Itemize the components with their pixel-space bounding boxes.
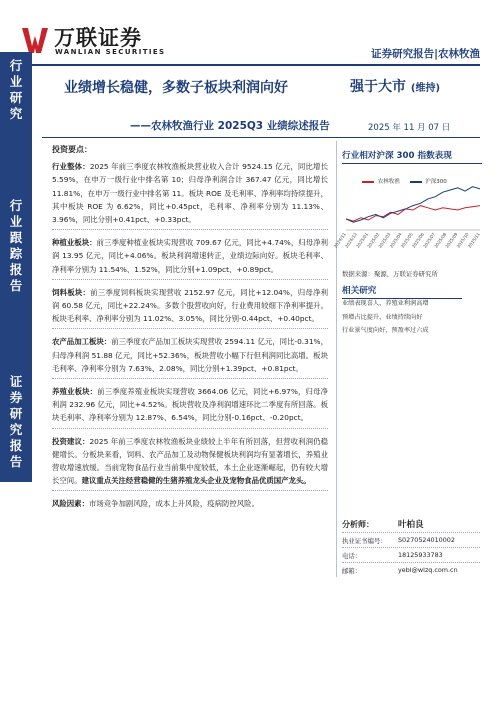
legend-label: 沪深300 xyxy=(425,179,447,185)
x-tick-label: 2025/03 xyxy=(377,231,392,249)
summary-paragraph xyxy=(52,286,328,330)
x-tick-label: 2024/12 xyxy=(343,231,358,249)
x-tick-label: 2025/06 xyxy=(410,231,425,249)
x-tick-label: 2025/01 xyxy=(355,231,370,249)
paragraph-lead: 风险因素： xyxy=(52,499,89,509)
divider xyxy=(342,532,480,533)
sidebar-label-industry-research xyxy=(0,58,32,122)
report-type: 证券研究报告|农林牧渔 xyxy=(371,48,480,60)
rating-value: 强于大市 xyxy=(350,79,406,95)
rating-note: (维持) xyxy=(410,83,441,94)
email-address[interactable]: yebl@wlzq.com.cn xyxy=(398,566,458,574)
paragraph-lead: 农产品加工板块： xyxy=(52,337,112,347)
report-date: 2025 年 11 月 07 日 xyxy=(368,123,451,133)
paragraph-emphasis: 建议重点关注经营稳健的生猪养殖龙头企业及宠物食品优质国产龙头。 xyxy=(81,476,311,486)
paragraph-lead: 饲料板块： xyxy=(52,287,91,297)
related-item[interactable]: 行业景气度向好，预盈率过六成 xyxy=(342,327,429,334)
summary-paragraph xyxy=(52,335,328,379)
paragraph-text: 前三季度养殖业板块实现营收 3664.06 亿元，同比+6.97%，归母净利润 232.96 亿元，同比+4.52%。板块营收及净利润增速环比二季度有所回落。板块毛利率、净利率分别为 12.87%、6.54%，同比分别-0.16pct、-0.20pct。 xyxy=(52,387,328,423)
series-line-1 xyxy=(346,187,480,223)
section-title: 投资要点： xyxy=(52,145,92,154)
paragraph-lead: 养殖业板块： xyxy=(52,387,98,397)
paragraph-lead: 行业整体： xyxy=(52,162,90,172)
sidebar-label-text: 证 券 研 究 报 告 xyxy=(9,374,23,469)
divider xyxy=(342,547,480,548)
x-tick-label: 2025/05 xyxy=(399,231,414,249)
paragraph-text: 2025 年前三季度农林牧渔板块营业收入合计 9524.15 亿元，同比增长 5.59%，在申万一级行业中排名第 10；归母净利润合计 367.47 亿元，同比增长 11.81%，在申万一级行业中排名第 11。板块 ROE 及毛利率、净利率均持续提升，其中板块 ROE 为 6.62%，同比+0.45pct，毛利率、净利率分别为 11.13%、3.96%，同比分别+0.41pct、+0.33pct。 xyxy=(52,162,328,225)
sidebar-label-tracking-report xyxy=(0,198,32,294)
related-item[interactable]: 业绩表现喜人，养殖业利润高增 xyxy=(342,300,429,307)
phone-number: 18125933783 xyxy=(398,551,443,559)
sidebar-label-text: 行 业 研 究 xyxy=(9,58,23,121)
performance-chart xyxy=(332,176,484,256)
sidebar-label-text: 行 业 跟 踪 报 告 xyxy=(9,198,23,293)
analyst-name: 叶柏良 xyxy=(398,520,424,530)
summary-paragraph xyxy=(52,435,328,492)
paragraph-text: 前三季度种植业板块实现营收 709.67 亿元，同比+4.74%，归母净利润 13.95 亿元，同比+4.06%。板块利润增速转正，业绩边际向好。板块毛利率、净利率分别为 11.54%、1.52%，同比分别+1.09pct、+0.89pct。 xyxy=(52,238,328,274)
divider xyxy=(342,562,480,563)
title-divider xyxy=(42,137,480,138)
brand-name-en: WANLIAN SECURITIES xyxy=(55,48,166,56)
x-tick-label: 2025/07 xyxy=(422,231,437,249)
paragraph-text: 前三季度饲料板块实现营收 2152.97 亿元，同比+12.04%，归母净利润 60.58 亿元，同比+22.24%。多数个股营收向好，行业费用较细下净利率提升。板块毛利率、净利率分别为 11.02%、3.05%，同比分别-0.44pct、+0.40pct。 xyxy=(52,287,328,324)
rating xyxy=(350,76,440,96)
summary-paragraph xyxy=(52,497,328,513)
x-tick-label: 2024/11 xyxy=(332,231,347,249)
summary-paragraph xyxy=(52,385,328,429)
x-tick-label: 2025/11 xyxy=(466,231,481,249)
brand-name: 万联证券 xyxy=(54,26,142,50)
paragraph-text: 前三季度农产品加工板块实现营收 2594.11 亿元，同比-0.31%，归母净利润 51.88 亿元，同比+52.36%，板块营收小幅下行但利润同比高增。板块毛利率、净利率分别为 7.63%、2.08%，同比分别+1.39pct、+0.81pct。 xyxy=(52,337,328,373)
cert-number: S0270524010002 xyxy=(398,536,455,544)
sidebar xyxy=(0,52,32,482)
x-tick-label: 2025/09 xyxy=(444,231,459,249)
x-tick-label: 2025/08 xyxy=(433,231,448,249)
analyst-label: 分析师： xyxy=(342,520,374,529)
paragraph-lead: 种植业板块： xyxy=(52,238,97,248)
cert-label: 执业证书编号： xyxy=(342,537,387,545)
related-item[interactable]: 预增占比提升，业绩持续向好 xyxy=(342,313,423,321)
x-tick-label: 2025/04 xyxy=(388,231,403,249)
brand-logo-icon xyxy=(22,26,48,54)
paragraph-text: 市场竞争加剧风险，成本上升风险，疫病防控风险。 xyxy=(88,499,259,509)
column-divider xyxy=(336,141,337,577)
related-research-title: 相关研究 xyxy=(342,284,462,299)
phone-label: 电话： xyxy=(342,552,362,560)
email-label: 邮箱： xyxy=(342,567,362,575)
report-title: 业绩增长稳健，多数子板块利润向好 xyxy=(64,80,288,96)
series-line-0 xyxy=(346,206,480,222)
x-tick-label: 2025/10 xyxy=(455,231,470,249)
x-tick-label: 2025/02 xyxy=(366,231,381,249)
related-research-list xyxy=(342,297,482,338)
legend-label: 农林牧渔 xyxy=(377,179,400,185)
summary-paragraph xyxy=(52,236,328,280)
main-content xyxy=(52,141,328,520)
summary-paragraph xyxy=(52,160,328,230)
report-subtitle: ——农林牧渔行业 2025Q3 业绩综述报告 xyxy=(130,120,330,132)
sidebar-label-research-report xyxy=(0,374,32,470)
data-source: 数据来源：聚源，万联证券研究所 xyxy=(342,270,438,278)
paragraph-text: 2025 年前三季度农林牧渔板块业绩较上半年有所回落，但营收利润仍稳健增长。分板块来看，饲料、农产品加工及动物保健板块利润均有显著增长，养殖业营收增速放缓。当前宠物食品行业当前集中度较低，本土企业逐渐崛起，仍有较大增长空间。 xyxy=(52,436,328,486)
paragraph-lead: 投资建议： xyxy=(52,436,90,446)
chart-title: 行业相对沪深 300 指数表现 xyxy=(342,149,482,164)
header-divider xyxy=(20,64,480,66)
